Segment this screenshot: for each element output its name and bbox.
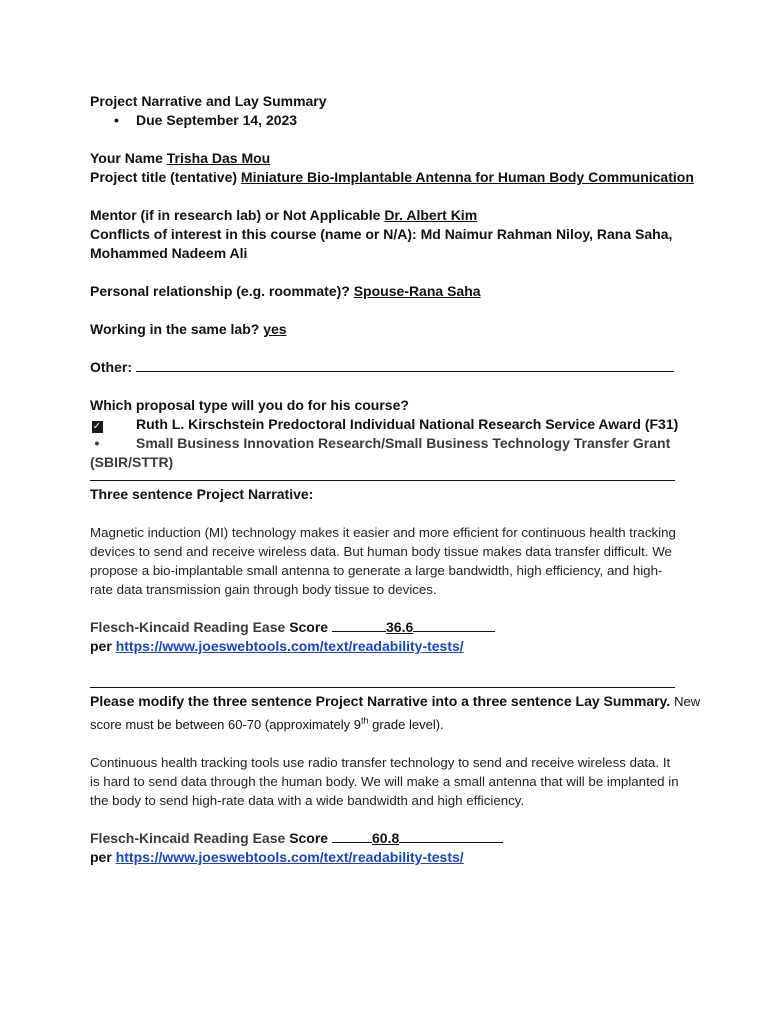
project-title-row — [90, 168, 694, 187]
name-row — [90, 149, 680, 168]
lay-summary-note-row — [90, 715, 680, 734]
narrative-score-row — [90, 618, 680, 637]
score-blank-before — [332, 619, 386, 632]
relationship-label: Personal relationship (e.g. roommate)? — [90, 283, 350, 299]
narrative-text: Magnetic induction (MI) technology makes it easier and more efficient for continuous health tracking devices to send and receive wireless data. But human body tissue makes data transfer difficult. We propose a bio-implantable small antenna to generate a large bandwidth, high efficiency, and high-rate data transmission gain through body tissue to devices. — [90, 525, 676, 597]
narrative-score-label: Score — [289, 619, 329, 635]
bullet-icon: • — [114, 112, 119, 128]
due-date-item — [90, 111, 680, 130]
due-date: Due September 14, 2023 — [136, 112, 298, 128]
project-title-label: Project title (tentative) — [90, 169, 238, 185]
section-divider — [90, 687, 675, 688]
proposal-option-sbir-label: Small Business Innovation Research/Small Business Technology Transfer Grant — [136, 435, 671, 451]
document-title: Project Narrative and Lay Summary — [90, 93, 327, 109]
other-row — [90, 358, 680, 377]
project-title-value: Miniature Bio-Implantable Antenna for Human Body Communication — [240, 169, 694, 185]
lay-summary-note-2: score must be between 60-70 (approximately 9 — [90, 717, 361, 732]
lay-summary-heading: Please modify the three sentence Project Narrative into a three sentence Lay Summary. — [90, 693, 671, 709]
lay-summary-note-3: grade level). — [372, 717, 444, 732]
conflicts-line-2: Mohammed Nadeem Ali — [90, 245, 248, 261]
score-blank-after — [399, 830, 503, 843]
narrative-score-value: 36.6 — [386, 619, 414, 635]
lay-per-row — [90, 848, 680, 867]
name-value: Trisha Das Mou — [166, 150, 271, 166]
same-lab-value: yes — [263, 321, 287, 337]
lay-score-value: 60.8 — [372, 830, 400, 846]
lay-per-label: per — [90, 849, 112, 865]
checkbox-checked-icon[interactable]: ✓ — [92, 421, 102, 432]
lay-score-prefix: Flesch-Kincaid Reading Ease — [90, 830, 286, 846]
score-blank-after — [413, 619, 495, 632]
lay-summary-text: Continuous health tracking tools use radio transfer technology to send and receive wireless data. It is hard to send data through the human body. We will make a small antenna that will be implanted in the body to send high-rate data with a wide bandwidth and high efficiency. — [90, 755, 679, 808]
mentor-label: Mentor (if in research lab) or Not Applicable — [90, 207, 381, 223]
narrative-readability-link[interactable]: https://www.joeswebtools.com/text/readability-tests/ — [115, 638, 464, 654]
narrative-per-label: per — [90, 638, 112, 654]
narrative-per-row — [90, 637, 680, 656]
document-page — [90, 92, 701, 867]
same-lab-label: Working in the same lab? — [90, 321, 260, 337]
proposal-option-sbir-label-2: (SBIR/STTR) — [90, 454, 174, 470]
other-label: Other: — [90, 359, 132, 375]
mentor-value: Dr. Albert Kim — [384, 207, 478, 223]
other-blank-line — [136, 359, 674, 372]
proposal-option-f31[interactable] — [90, 415, 680, 434]
proposal-question: Which proposal type will you do for his course? — [90, 397, 409, 413]
bullet-icon: • — [94, 435, 100, 451]
relationship-value: Spouse-Rana Saha — [353, 283, 481, 299]
mentor-row — [90, 206, 680, 225]
lay-readability-link[interactable]: https://www.joeswebtools.com/text/readability-tests/ — [115, 849, 464, 865]
lay-summary-heading-row — [90, 692, 701, 711]
conflicts-line-1: Conflicts of interest in this course (name or N/A): Md Naimur Rahman Niloy, Rana Saha, — [90, 226, 673, 242]
lay-summary-note-1: New — [674, 694, 701, 709]
name-label: Your Name — [90, 150, 163, 166]
lay-summary-note-sup: th — [360, 715, 369, 726]
section-divider — [90, 480, 675, 481]
proposal-option-f31-label: Ruth L. Kirschstein Predoctoral Individual National Research Service Award (F31) — [136, 416, 679, 432]
narrative-score-prefix: Flesch-Kincaid Reading Ease — [90, 619, 286, 635]
lay-score-label: Score — [289, 830, 329, 846]
proposal-option-sbir[interactable] — [90, 434, 680, 453]
score-blank-before — [332, 830, 372, 843]
relationship-row — [90, 282, 680, 301]
lay-score-row — [90, 829, 680, 848]
narrative-heading: Three sentence Project Narrative: — [90, 486, 314, 502]
same-lab-row — [90, 320, 680, 339]
